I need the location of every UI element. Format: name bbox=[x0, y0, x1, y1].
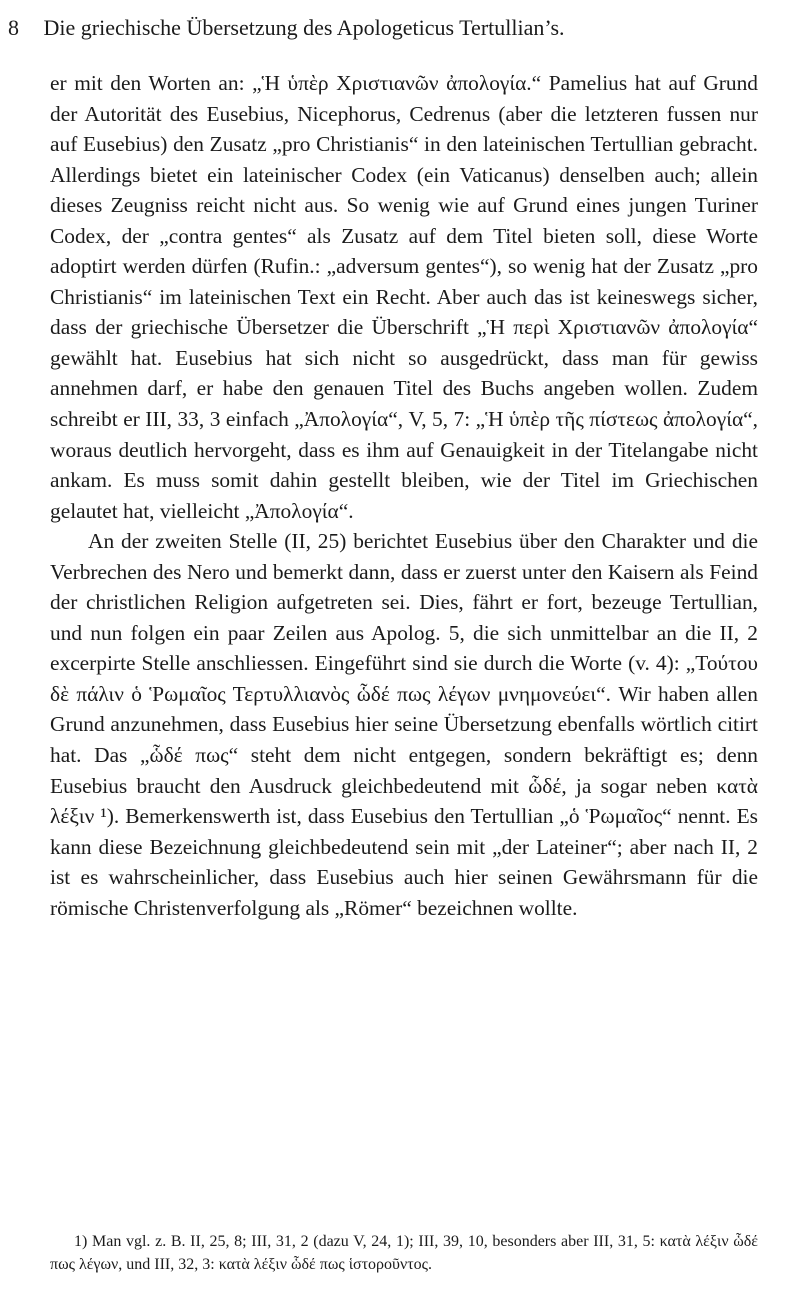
footnotes bbox=[50, 1230, 758, 1276]
paragraph-continuation: er mit den Worten an: „Ἡ ὑπὲρ Χριστιανῶν ἀπολογία.“ Pamelius hat auf Grund der Autorität des Eusebius, Nicephorus, Cedrenus (aber die letzteren fussen nur auf Eusebius) den Zusatz „pro Christianis“ in den lateinischen Tertullian gebracht. Allerdings bietet ein lateinischer Codex (ein Vaticanus) denselben auch; allein dieses Zeugniss reicht nicht aus. So wenig wie auf Grund eines jungen Turiner Codex, der „contra gentes“ als Zusatz auf dem Titel bieten soll, diese Worte adoptirt werden dürfen (Rufin.: „adversum gentes“), so wenig hat der Zusatz „pro Christianis“ im lateinischen Text ein Recht. Aber auch das ist keineswegs sicher, dass der griechische Übersetzer die Überschrift „Ἡ περὶ Χριστιανῶν ἀπολογία“ gewählt hat. Eusebius hat sich nicht so ausgedrückt, dass man für gewiss annehmen darf, er habe den genauen Titel des Buchs angeben wollen. Zudem schreibt er III, 33, 3 einfach „Ἀπολογία“, V, 5, 7: „Ἡ ὑπὲρ τῆς πίστεως ἀπολογία“, woraus deutlich hervorgeht, dass es ihm auf Genauigkeit in der Titelangabe nicht ankam. Es muss somit dahin gestellt bleiben, wie der Titel im Griechischen gelautet hat, vielleicht „Ἀπολογία“. bbox=[50, 71, 758, 523]
running-head bbox=[8, 12, 760, 44]
paragraph: An der zweiten Stelle (II, 25) berichtet Eusebius über den Charakter und die Verbrechen des Nero und bemerkt dann, dass er zuerst unter den Kaisern als Feind der christlichen Religion aufgetreten sei. Dies, fährt er fort, bezeuge Tertullian, und nun folgen ein paar Zeilen aus Apolog. 5, die sich unmittelbar an die II, 2 excerpirte Stelle anschliessen. Eingeführt sind sie durch die Worte (v. 4): „Τούτου δὲ πάλιν ὁ Ῥωμαῖος Τερτυλλιανὸς ὧδέ πως λέγων μνημονεύει“. Wir haben allen Grund anzunehmen, dass Eusebius hier seine Übersetzung ebenfalls wörtlich citirt hat. Das „ὧδέ πως“ steht dem nicht entgegen, sondern bekräftigt es; denn Eusebius braucht den Ausdruck gleichbedeutend mit ὧδέ, ja sogar neben κατὰ λέξιν ¹). Bemerkenswerth ist, dass Eusebius den Tertullian „ὁ Ῥωμαῖος“ nennt. Es kann diese Bezeichnung gleichbedeutend sein mit „der Lateiner“; aber nach II, 2 ist es wahrscheinlicher, dass Eusebius auch hier seinen Gewährsmann für die römische Christenverfolgung als „Römer“ bezeichnen wollte. bbox=[50, 529, 758, 920]
main-text bbox=[50, 68, 758, 923]
running-title: Die griechische Übersetzung des Apologeticus Tertullian’s. bbox=[43, 15, 565, 40]
page-number: 8 bbox=[8, 15, 19, 40]
footnote: 1) Man vgl. z. B. II, 25, 8; III, 31, 2 (dazu V, 24, 1); III, 39, 10, besonders aber III, 31, 5: κατὰ λέξιν ὧδέ πως λέγων, und III, 32, 3: κατὰ λέξιν ὧδέ πως ἱστοροῦντος. bbox=[50, 1233, 758, 1273]
